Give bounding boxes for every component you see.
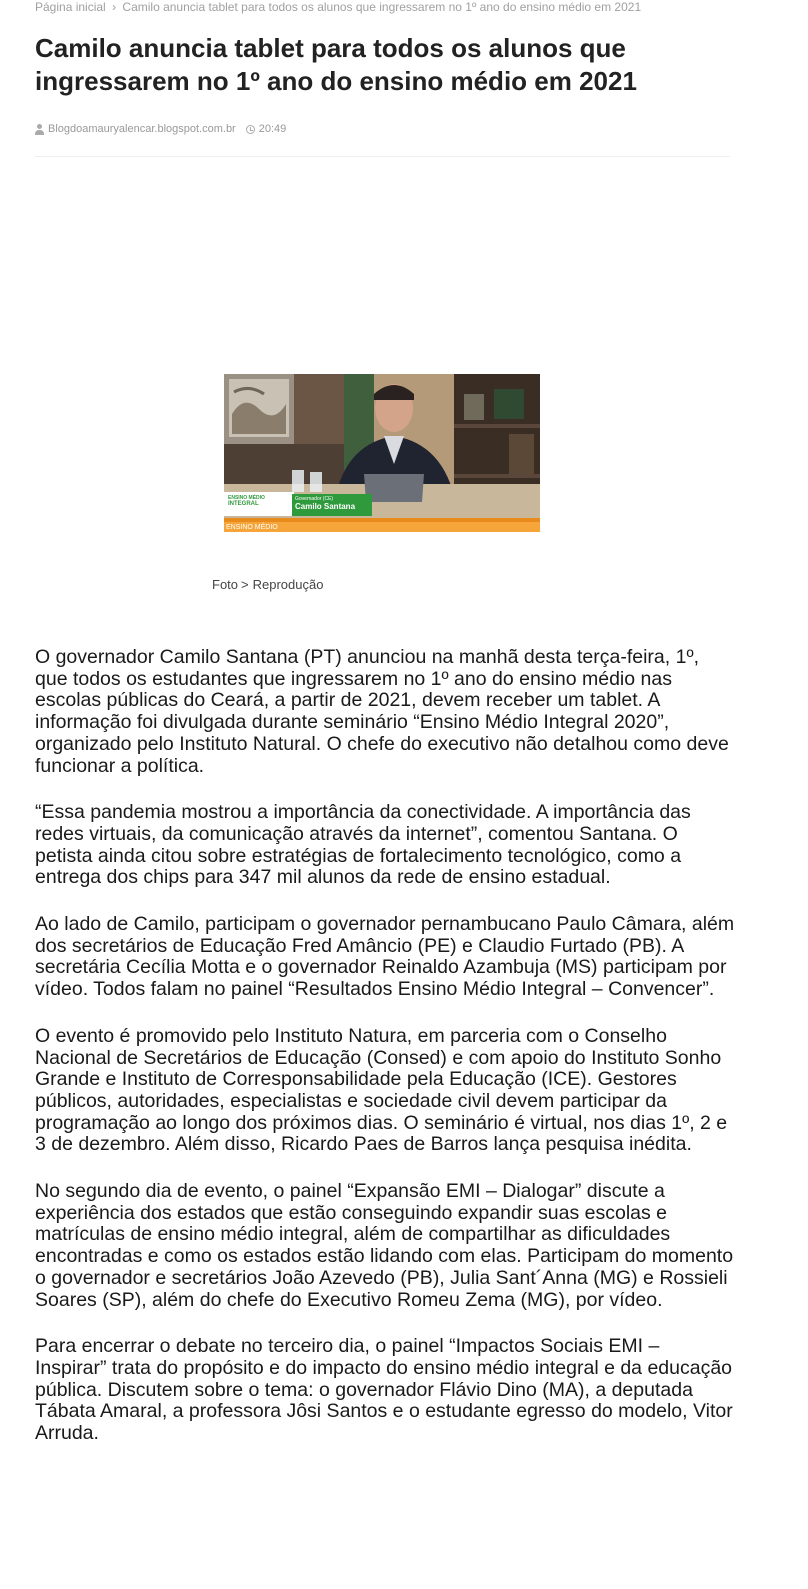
caption-label: Foto [212,577,239,592]
caption-separator: > [241,577,249,592]
photo-scene [224,374,540,532]
article-paragraph-4: O evento é promovido pelo Instituto Natura, em parceria com o Conselho Nacional de Secretários de Educação (Consed) e com apoio do Instituto Sonho Grande e Instituto de Corresponsabilidade pela Educação (ICE). Gestores públicos, autoridades, especialistas e sociedade civil devem participar da programação ao longo dos próximos dias. O seminário é virtual, nos dias 1º, 2 e 3 de dezembro. Além disso, Ricardo Paes de Barros lança pesquisa inédita. [35,1024,728,1156]
post-time-label: 20:49 [258,123,287,135]
article-paragraph-1: O governador Camilo Santana (PT) anunciou na manhã desta terça-feira, 1º, que todos os estudantes que ingressarem no 1º ano do ensino médio nas escolas públicas do Ceará, a partir de 2021, devem receber um tablet. A informação foi divulgada durante seminário “Ensino Médio Integral 2020”, organizado pelo Instituto Natural. O chefe do executivo não detalhou como deve funcionar a política. [35,646,729,777]
article-body [35,647,735,1470]
breadcrumb-home-link[interactable]: Página inicial [35,0,106,14]
post-time [246,122,287,136]
photo-brand-top: ENSINO MÉDIO [228,495,265,501]
clock-icon [246,125,255,134]
photo-strip-text: ENSINO MÉDIO [226,524,278,531]
post-meta [35,122,286,136]
breadcrumb [35,0,641,14]
post-author [35,122,236,136]
user-icon [35,124,44,135]
post-title: Camilo anuncia tablet para todos os alunos que ingressarem no 1º ano do ensino médio em 2021 [35,33,637,96]
photo-brand-bottom: INTEGRAL [228,501,259,507]
breadcrumb-separator: › [112,0,117,14]
breadcrumb-current-link[interactable]: Camilo anuncia tablet para todos os alunos que ingressarem no 1º ano do ensino médio em 2021 [122,0,642,14]
photo-lower-third-name: Camilo Santana [295,502,356,511]
header-divider [35,156,730,157]
article-paragraph-6: Para encerrar o debate no terceiro dia, o painel “Impactos Sociais EMI – Inspirar” trata do propósito e do impacto do ensino médio integral e da educação pública. Discutem sobre o tema: o governador Flávio Dino (MA), a deputada Tábata Amaral, a professora Jôsi Santos e o estudante egresso do modelo, Vitor Arruda. [35,1335,733,1445]
article-paragraph-5: No segundo dia de evento, o painel “Expansão EMI – Dialogar” discute a experiência dos estados que estão conseguindo expandir suas escolas e matrículas de ensino médio integral, além de compartilhar as dificuldades encontradas e como os estados estão lidando com elas. Participam do momento o governador e secretários João Azevedo (PB), Julia Sant´Anna (MG) e Rossieli Soares (SP), além do chefe do Executivo Romeu Zema (MG), por vídeo. [35,1180,734,1311]
photo-lower-third [295,495,355,511]
article-photo [224,374,540,532]
author-link[interactable]: Blogdoamauryalencar.blogspot.com.br [48,123,236,135]
photo-lower-third-role: Governador (CE) [295,496,334,502]
article-paragraph-2: “Essa pandemia mostrou a importância da conectividade. A importância das redes virtuais, da comunicação através da internet”, comentou Santana. O petista ainda citou sobre estratégias de fortalecimento tecnológico, como a entrega dos chips para 347 mil alunos da rede de ensino estadual. [35,801,691,889]
photo-brand [228,495,265,507]
photo-caption [212,577,323,593]
article-paragraph-3: Ao lado de Camilo, participam o governador pernambucano Paulo Câmara, além dos secretários de Educação Fred Amâncio (PE) e Claudio Furtado (PB). A secretária Cecília Motta e o governador Reinaldo Azambuja (MS) participam por vídeo. Todos falam no painel “Resultados Ensino Médio Integral – Convencer”. [35,913,735,1001]
caption-credit: Reprodução [252,577,324,592]
